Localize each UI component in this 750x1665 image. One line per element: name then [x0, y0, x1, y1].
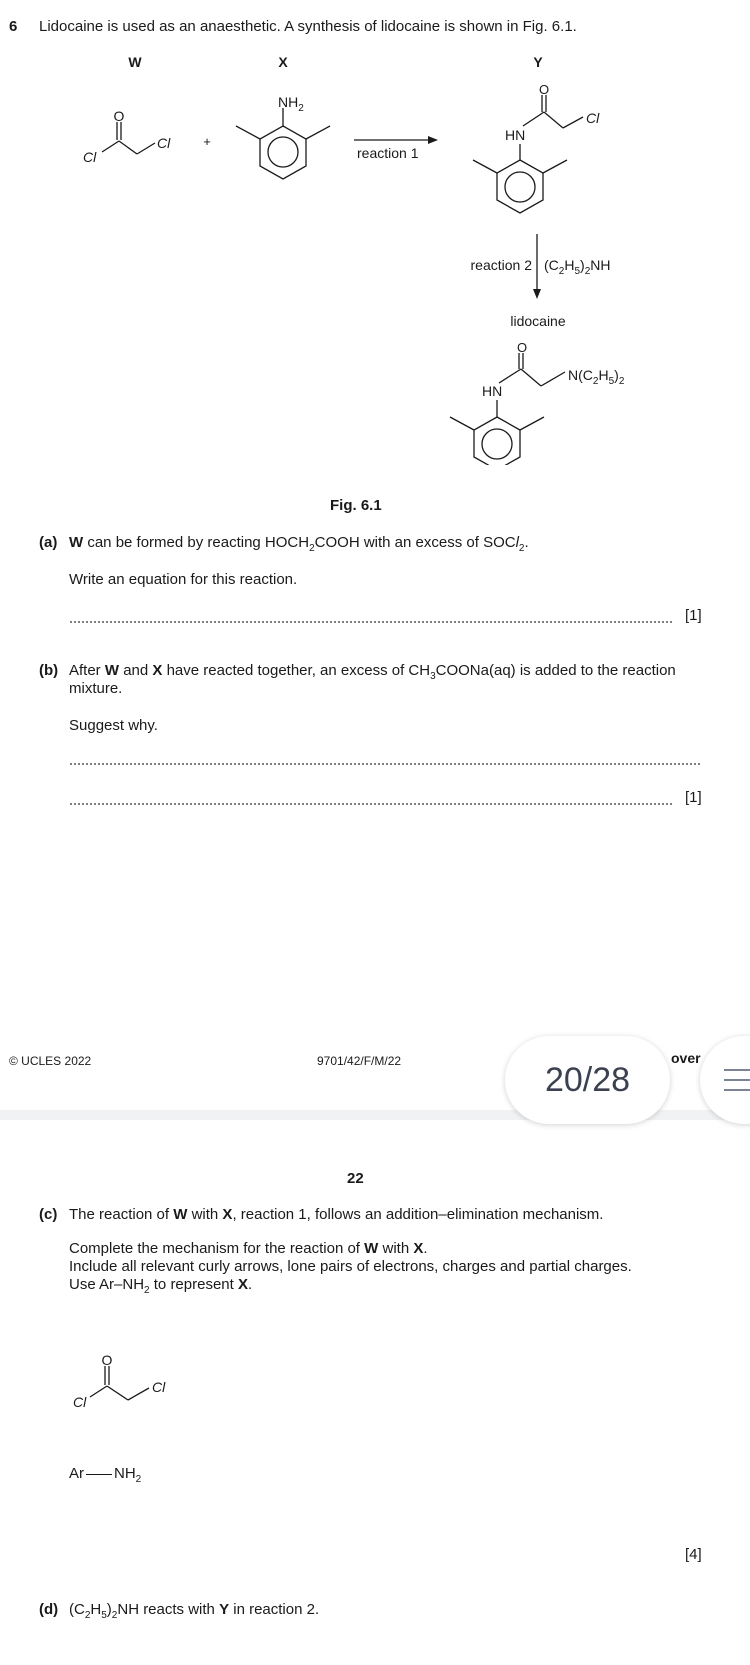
label-w: W — [128, 54, 142, 70]
part-b-mark: [1] — [685, 789, 702, 806]
x-amine-group: $NH_2$ — [278, 94, 304, 114]
y-amide-nh: HN — [505, 127, 526, 143]
part-d-label: (d) — [39, 1601, 59, 1618]
plus-sign: + — [203, 134, 211, 149]
reaction-2-reagent: $(C_2H_5)_2NH$ — [544, 257, 611, 277]
reaction-2-label: reaction 2 — [470, 257, 532, 273]
part-a-mark: [1] — [685, 607, 702, 624]
mechanism-ar-nh2: Ar $NH_2$ — [69, 1465, 142, 1485]
lidocaine-amine-group: $N(C_2H_5)_2$ — [568, 367, 625, 387]
lidocaine-oxygen: O — [516, 340, 528, 355]
label-x: X — [278, 54, 288, 70]
reaction-1-arrowhead — [428, 136, 438, 144]
page-indicator[interactable] — [505, 1036, 670, 1124]
part-b-label: (b) — [39, 662, 59, 679]
mechanism-molecule-w — [0, 1340, 220, 1410]
y-oxygen: O — [538, 82, 550, 97]
part-c-line2: Complete the mechanism for the reaction of W with X. — [69, 1240, 428, 1257]
w-oxygen: O — [113, 108, 125, 124]
part-b-answer-line-2[interactable] — [69, 803, 673, 805]
w-chlorine-1: Cl — [83, 149, 97, 165]
footer-over: over — [671, 1050, 701, 1066]
synthesis-figure — [0, 45, 750, 465]
question-intro: Lidocaine is used as an anaesthetic. A synthesis of lidocaine is shown in Fig. 6.1. — [39, 18, 577, 35]
molecule-w — [102, 122, 155, 154]
molecule-y — [473, 95, 583, 213]
question-number: 6 — [9, 18, 18, 35]
part-a-question: W can be formed by reacting $HOCH_2COOH$ with an excess of SOCl$_2$. — [69, 534, 529, 554]
part-c-line1: The reaction of W with X, reaction 1, follows an addition–elimination mechanism. — [69, 1206, 604, 1223]
part-b-question-line2: mixture. — [69, 680, 123, 697]
product-label: lidocaine — [510, 313, 566, 329]
part-c-line4: Use $Ar-NH_2$ to represent X. — [69, 1276, 253, 1296]
part-b-question-line1: After W and X have reacted together, an excess of $CH_3COONa(aq)$ is added to the reaction — [69, 662, 676, 682]
page-indicator-label: 20/28 — [544, 1060, 631, 1099]
figure-caption: Fig. 6.1 — [330, 497, 382, 514]
part-a-instruction: Write an equation for this reaction. — [69, 571, 298, 588]
mech-w-chlorine-1: Cl — [73, 1394, 87, 1410]
part-b-instruction: Suggest why. — [69, 717, 158, 734]
label-y: Y — [533, 54, 543, 70]
footer-paper-code: 9701/42/F/M/22 — [317, 1054, 402, 1068]
part-c-mark: [4] — [685, 1546, 702, 1563]
part-c-line3: Include all relevant curly arrows, lone pairs of electrons, charges and partial charges. — [69, 1258, 632, 1275]
mech-w-chlorine-2: Cl — [152, 1379, 166, 1395]
molecule-x — [236, 108, 330, 179]
part-d-question: $(C_2H_5)_2NH$ reacts with Y in reaction 2. — [69, 1601, 320, 1621]
page-number: 22 — [347, 1170, 364, 1187]
lidocaine-amide-nh: HN — [482, 383, 503, 399]
menu-icon-bar-1 — [724, 1069, 750, 1071]
footer-copyright: © UCLES 2022 — [9, 1054, 92, 1068]
part-b-answer-line-1[interactable] — [69, 763, 701, 765]
reaction-2-arrowhead — [533, 289, 541, 299]
menu-icon-bar-2 — [724, 1079, 750, 1081]
reaction-1-label: reaction 1 — [357, 145, 419, 161]
molecule-lidocaine — [450, 353, 565, 465]
y-chlorine: Cl — [586, 110, 600, 126]
part-a-label: (a) — [39, 534, 58, 551]
mech-w-oxygen: O — [101, 1352, 113, 1368]
w-chlorine-2: Cl — [157, 135, 171, 151]
part-c-label: (c) — [39, 1206, 58, 1223]
part-a-answer-line[interactable] — [69, 621, 673, 623]
menu-icon-bar-3 — [724, 1089, 750, 1091]
